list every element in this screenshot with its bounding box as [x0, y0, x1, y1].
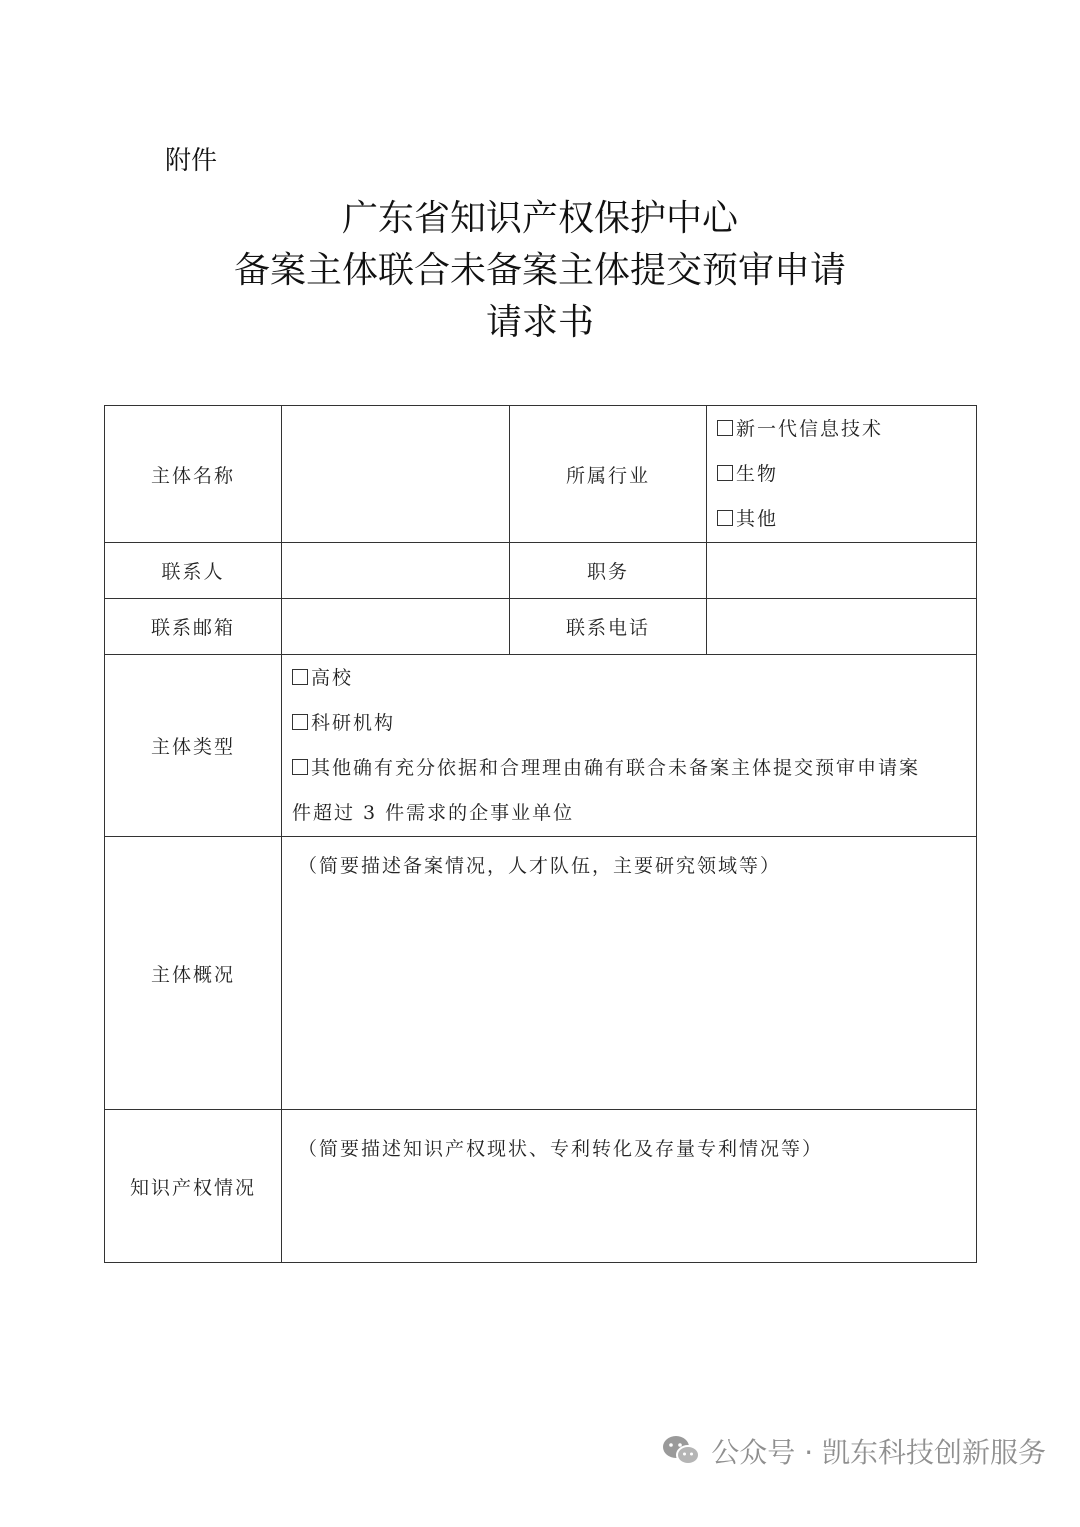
phone-label: 联系电话: [510, 599, 707, 655]
industry-option-other[interactable]: 其他: [717, 497, 976, 542]
application-form-table: [104, 405, 977, 1263]
checkbox-icon[interactable]: [292, 669, 308, 685]
contact-label: 联系人: [105, 543, 282, 599]
overview-label: 主体概况: [105, 837, 282, 1110]
industry-options: [707, 406, 977, 543]
position-field[interactable]: [707, 543, 977, 599]
checkbox-icon[interactable]: [292, 714, 308, 730]
entity-type-option-other[interactable]: 其他确有充分依据和合理理由确有联合未备案主体提交预审申请案: [292, 746, 956, 791]
overview-field[interactable]: [282, 837, 977, 1110]
industry-option-it[interactable]: 新一代信息技术: [717, 407, 976, 452]
row-email: [105, 599, 977, 655]
phone-field[interactable]: [707, 599, 977, 655]
contact-field[interactable]: [282, 543, 510, 599]
industry-label: 所属行业: [510, 406, 707, 543]
entity-name-field[interactable]: [282, 406, 510, 543]
entity-type-label: 主体类型: [105, 655, 282, 837]
email-label: 联系邮箱: [105, 599, 282, 655]
entity-type-option-research[interactable]: 科研机构: [292, 701, 956, 746]
row-entity-name: [105, 406, 977, 543]
ip-label: 知识产权情况: [105, 1110, 282, 1263]
row-overview: [105, 837, 977, 1110]
watermark-text: 公众号 · 凯东科技创新服务: [711, 1436, 1046, 1469]
entity-name-label: 主体名称: [105, 406, 282, 543]
watermark-footer: [661, 1431, 1046, 1471]
checkbox-icon[interactable]: [717, 420, 733, 436]
ip-field[interactable]: [282, 1110, 977, 1263]
position-label: 职务: [510, 543, 707, 599]
overview-hint: （简要描述备案情况，人才队伍，主要研究领域等）: [298, 855, 782, 877]
entity-type-option-other-cont: 件超过 3 件需求的企事业单位: [292, 801, 575, 824]
title-line-1: 广东省知识产权保护中心: [341, 198, 738, 239]
row-entity-type: [105, 655, 977, 837]
checkbox-icon[interactable]: [292, 759, 308, 775]
entity-type-options: [282, 655, 977, 837]
checkbox-icon[interactable]: [717, 465, 733, 481]
industry-option-bio[interactable]: 生物: [717, 452, 976, 497]
row-contact: [105, 543, 977, 599]
wechat-icon: [661, 1434, 701, 1468]
attachment-label: 附件: [165, 146, 218, 176]
checkbox-icon[interactable]: [717, 510, 733, 526]
entity-type-option-university[interactable]: 高校: [292, 656, 956, 701]
email-field[interactable]: [282, 599, 510, 655]
title-line-2: 备案主体联合未备案主体提交预审申请: [233, 250, 846, 291]
title-line-3: 请求书: [485, 302, 594, 343]
row-ip: [105, 1110, 977, 1263]
ip-hint: （简要描述知识产权现状、专利转化及存量专利情况等）: [298, 1138, 824, 1160]
